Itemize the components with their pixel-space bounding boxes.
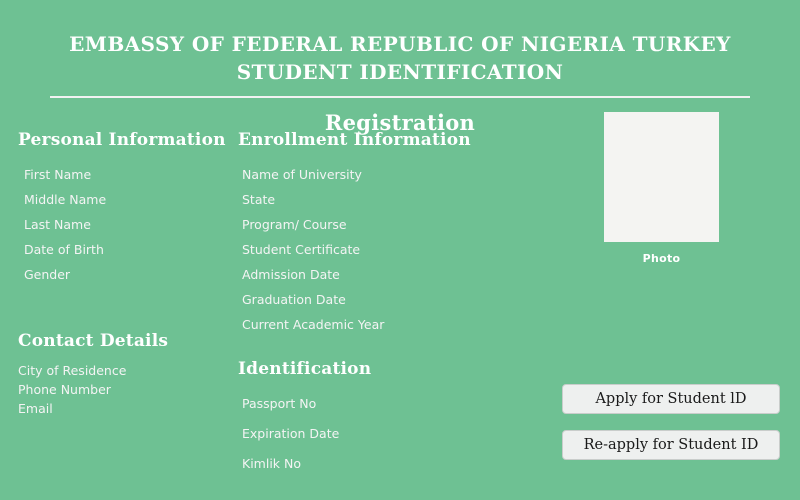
field-student-certificate: Student Certificate xyxy=(242,242,361,257)
field-passport-no: Passport No xyxy=(242,396,317,411)
page-subtitle: STUDENT IDENTIFICATION xyxy=(236,60,564,84)
field-city-of-residence: City of Residence xyxy=(18,363,127,378)
contact-details-heading: Contact Details xyxy=(18,331,169,351)
field-first-name: First Name xyxy=(24,167,92,182)
field-last-name: Last Name xyxy=(24,217,91,232)
field-middle-name: Middle Name xyxy=(24,192,107,207)
field-graduation-date: Graduation Date xyxy=(242,292,346,307)
photo-caption: Photo xyxy=(642,252,681,265)
photo-column xyxy=(600,112,790,265)
photo-placeholder[interactable] xyxy=(604,112,719,242)
field-phone-number: Phone Number xyxy=(18,382,111,397)
field-date-of-birth: Date of Birth xyxy=(24,242,104,257)
field-program-course: Program/ Course xyxy=(242,217,347,232)
page-header xyxy=(0,0,800,98)
field-gender: Gender xyxy=(24,267,71,282)
enrollment-information-column xyxy=(238,130,578,479)
field-name-of-university: Name of University xyxy=(242,167,362,182)
personal-information-column xyxy=(18,130,228,418)
reapply-for-student-id-button[interactable]: Re-apply for Student ID xyxy=(562,430,780,460)
field-email: Email xyxy=(18,401,53,416)
personal-information-heading: Personal Information xyxy=(18,130,226,150)
page-title: EMBASSY OF FEDERAL REPUBLIC OF NIGERIA TURKEY xyxy=(69,32,731,56)
registration-heading: Registration xyxy=(324,110,476,135)
field-state: State xyxy=(242,192,276,207)
identification-heading: Identification xyxy=(238,359,372,379)
enrollment-information-heading: Enrollment Information xyxy=(238,130,471,150)
field-admission-date: Admission Date xyxy=(242,267,340,282)
field-expiration-date: Expiration Date xyxy=(242,426,340,441)
field-current-academic-year: Current Academic Year xyxy=(242,317,385,332)
field-kimlik-no: Kimlik No xyxy=(242,456,302,471)
apply-for-student-id-button[interactable]: Apply for Student lD xyxy=(562,384,780,414)
header-divider xyxy=(50,96,750,98)
